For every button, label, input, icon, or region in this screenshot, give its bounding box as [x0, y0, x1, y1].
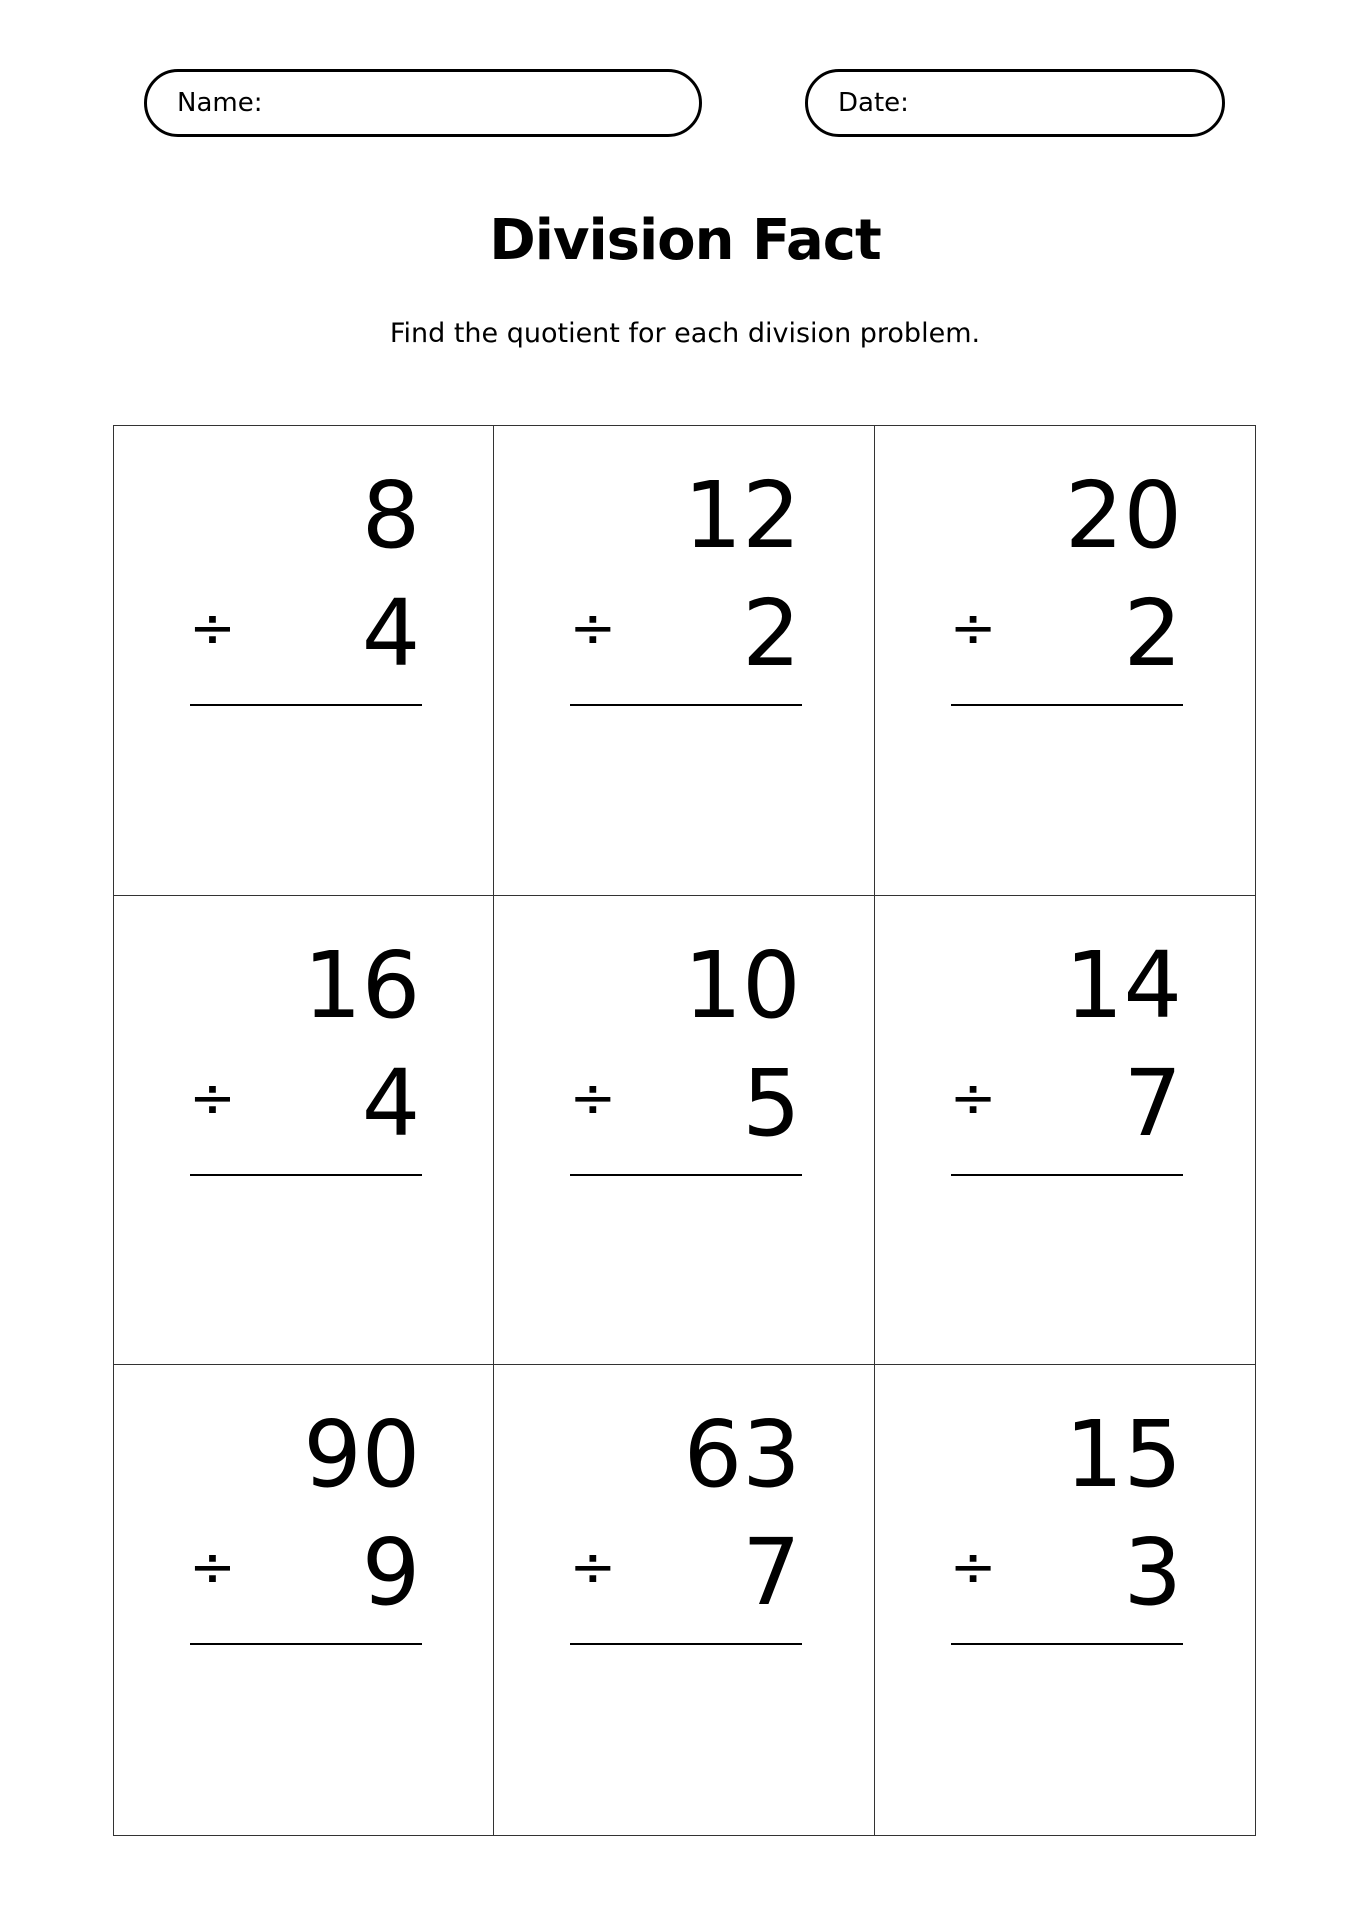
answer-line [570, 1174, 802, 1176]
problem-grid [113, 425, 1256, 1836]
divide-sign: ÷ [189, 1535, 236, 1601]
problem-cell-8 [494, 1365, 874, 1835]
dividend: 14 [1064, 931, 1182, 1039]
divide-sign: ÷ [569, 1065, 617, 1131]
divide-sign: ÷ [569, 1535, 617, 1601]
dividend: 90 [303, 1401, 421, 1509]
name-field[interactable] [144, 69, 702, 137]
dividend: 16 [303, 931, 421, 1039]
divide-sign: ÷ [569, 596, 617, 661]
divisor: 7 [742, 1519, 801, 1627]
problem-cell-6 [875, 896, 1255, 1366]
problem-cell-4 [114, 896, 494, 1366]
dividend: 15 [1064, 1401, 1182, 1509]
date-label: Date: [838, 88, 909, 118]
answer-line [570, 704, 802, 706]
divide-sign: ÷ [949, 596, 997, 661]
problem-cell-5 [494, 896, 874, 1366]
divisor: 3 [1123, 1519, 1182, 1627]
divide-sign: ÷ [189, 1065, 236, 1131]
divisor: 5 [742, 1049, 801, 1157]
divisor: 2 [742, 580, 801, 687]
divide-sign: ÷ [949, 1065, 997, 1131]
answer-line [951, 1174, 1183, 1176]
problem-cell-9 [875, 1365, 1255, 1835]
divide-sign: ÷ [949, 1535, 997, 1601]
worksheet-title: Division Fact [489, 208, 881, 273]
divide-sign: ÷ [189, 596, 236, 661]
problem-cell-7 [114, 1365, 494, 1835]
dividend: 12 [683, 462, 801, 569]
dividend: 20 [1064, 462, 1182, 569]
dividend: 8 [361, 462, 421, 569]
divisor: 4 [361, 580, 421, 687]
answer-line [190, 1174, 422, 1176]
divisor: 9 [361, 1519, 421, 1627]
problem-cell-1 [114, 426, 494, 896]
dividend: 63 [683, 1401, 801, 1509]
answer-line [190, 1643, 422, 1645]
answer-line [570, 1643, 802, 1645]
date-field[interactable] [805, 69, 1225, 137]
worksheet-instructions: Find the quotient for each division problem. [389, 318, 981, 349]
dividend: 10 [683, 931, 801, 1039]
answer-line [190, 704, 422, 706]
answer-line [951, 704, 1183, 706]
problem-cell-2 [494, 426, 874, 896]
name-label: Name: [177, 88, 263, 118]
problem-cell-3 [875, 426, 1255, 896]
divisor: 4 [361, 1049, 421, 1157]
answer-line [951, 1643, 1183, 1645]
divisor: 7 [1123, 1049, 1182, 1157]
divisor: 2 [1123, 580, 1182, 687]
